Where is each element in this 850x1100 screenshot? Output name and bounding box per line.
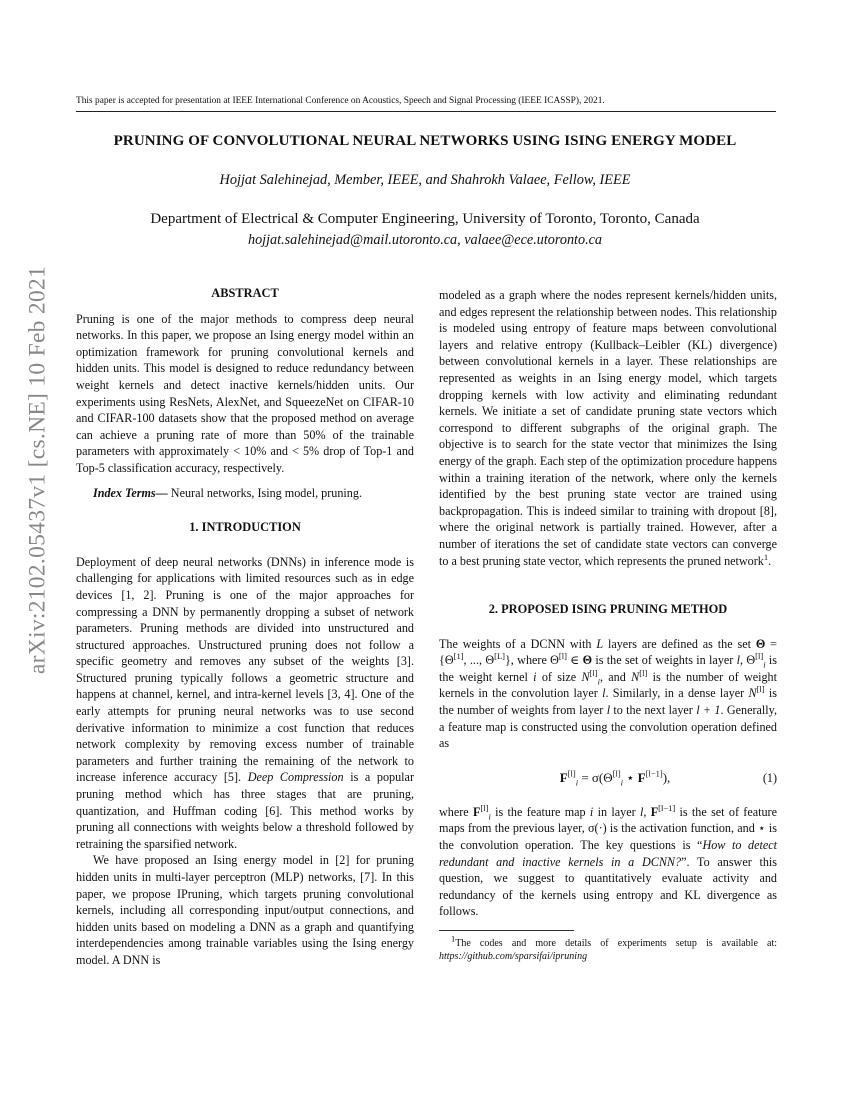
conference-note: This paper is accepted for presentation at IEEE International Conference on Acoustics, Speech and Signal Processing (IEEE ICASSP), 2021. — [76, 96, 605, 106]
author-emails: hojjat.salehinejad@mail.utoronto.ca, valaee@ece.utoronto.ca — [247, 232, 603, 248]
equation-1 — [439, 763, 777, 793]
method-paragraph-2: where $F[l]_i$ is the feature map i in layer l, F[l−1] is the set of feature maps from the previous layer, σ(·) is the activation function, and ⋆ is the convolution operation. The key questions is “How to detect redundant and inactive kernels in a DCNN?”. To answer this question, we suggest to quantitatively evaluate activity and redundancy of the kernels using entropy and KL divergence as follows. — [439, 802, 778, 919]
deep-compression-term: Deep Compression — [247, 770, 344, 785]
index-terms-text: Neural networks, Ising model, pruning. — [167, 485, 362, 500]
index-terms-label: Index Terms— — [93, 485, 168, 500]
header-rule — [76, 111, 776, 112]
right-column — [439, 287, 777, 963]
footnote-rule — [439, 930, 574, 931]
method-paragraph-1: The weights of a DCNN with L layers are defined as the set Θ = {Θ[1], ..., Θ[L]}, where Θ[l] ∈ Θ is the set of weights in layer l, $\Theta[l]_i$ is the weight kernel i of size $N[l]_i$, and N[l] is the number of weight kernels in the convolution layer l. Similarly, in a dense layer N[l] is the number of weights from layer l to the next layer l + 1. Generally, a feature map is constructed using the convolution operation defined as — [439, 636, 778, 751]
arxiv-stamp-text: arXiv:2102.05437v1 [cs.NE] 10 Feb 2021 — [24, 265, 51, 675]
equation-1-number: (1) — [762, 770, 777, 785]
footnote-marker: 1 — [763, 551, 769, 562]
abstract-text: Pruning is one of the major methods to compress deep neural networks. In this paper, we propose an Ising energy model within an optimization framework for pruning convolutional kernels and hidden units. This model is designed to reduce redundancy between weight kernels and detect inactive kernels/hidden units. Our experiments using ResNets, AlexNet, and SqueezeNet on CIFAR-10 and CIFAR-100 datasets show that the proposed method on average can achieve a pruning rate of more than 50% of the trainable parameters with approximately < 10% and < 5% drop of Top-1 and Top-5 classification accuracy, respectively. — [76, 311, 414, 475]
equation-1-body: $F[l]_i = \sigma(\Theta[l]_i$ ⋆ F[l−1]), — [559, 768, 671, 788]
paper-title: PRUNING OF CONVOLUTIONAL NEURAL NETWORKS USING ISING ENERGY MODEL — [113, 133, 737, 149]
intro-paragraph-1: Deployment of deep neural networks (DNNs) in inference mode is challenging for applications with limited resources such as in edge devices [1, 2]. Pruning is one of the major approaches for compressing a DNN by permanently dropping a subset of network parameters. Pruning methods are divided into unstructured and structured approaches. Unstructured pruning does not follow a specific geometry and removes any subset of the weights [3]. Structured pruning typically follows a geometric structure and happens at channel, kernel, and intra-kernel levels [3, 4]. One of the early attempts for pruning neural networks was to use second derivative information to minimize a cost function that reduces network complexity by removing excess number of trainable parameters and further training the remaining of the network to increase inference accuracy [5]. Deep Compression is a popular pruning method which has three stages that are pruning, quantization, and Huffman coding [6]. This method works by pruning all connections with weights below a threshold followed by retraining the sparsified network. — [76, 554, 414, 851]
affiliation: Department of Electrical & Computer Engineering, University of Toronto, Toronto, Canada — [150, 211, 700, 227]
index-terms — [76, 485, 414, 502]
arxiv-stamp — [24, 265, 52, 675]
key-question: How to detect redundant and inactive kernels in a DCNN? — [439, 838, 777, 869]
footnote-url[interactable]: https://github.com/sparsifai/ipruning — [439, 951, 588, 962]
introduction-heading: 1. INTRODUCTION — [189, 520, 301, 535]
method-heading: 2. PROPOSED ISING PRUNING METHOD — [488, 602, 728, 617]
left-column — [76, 285, 414, 969]
footnote: $^1$The codes and more details of experiments setup is available at: https://github.com/sparsifai/ipruning — [439, 933, 777, 962]
intro-paragraph-2: We have proposed an Ising energy model in [2] for pruning hidden units in multi-layer perceptron (MLP) networks, [7]. In this paper, we propose IPruning, which targets pruning convolutional kernels, including all corresponding input/output connections, and hidden units based on modeling a DNN as a graph and quantifying interdependencies among trainable variables using the Ising energy model. A DNN is — [76, 853, 414, 967]
intro-paragraph-2-continued: modeled as a graph where the nodes represent kernels/hidden units, and edges represent the relationship between nodes. This relationship is modeled using entropy of feature maps between convolutional layers and relative entropy (Kullback–Leibler (KL) divergence) between convolutional kernels in a layer. These relationships are represented as weights in an Ising energy model, which targets dropping kernels with low activity and eliminating redundant kernels. We initiate a set of candidate pruning state vectors which correspond to different subgraphs of the original graph. The objective is to search for the state vector that minimizes the Ising energy of the graph. Each step of the optimization procedure happens within a training iteration of the network, where only the kernels identified by the best pruning state vector are trained using backpropagation. This is indeed similar to training with dropout [8], where the original network is partially trained. However, after a number of iterations the set of candidate state vectors can converge to a best pruning state vector, which represents the pruned network$^1$. — [439, 288, 777, 568]
abstract-heading: ABSTRACT — [211, 286, 279, 300]
authors: Hojjat Salehinejad, Member, IEEE, and Shahrokh Valaee, Fellow, IEEE — [219, 172, 631, 188]
